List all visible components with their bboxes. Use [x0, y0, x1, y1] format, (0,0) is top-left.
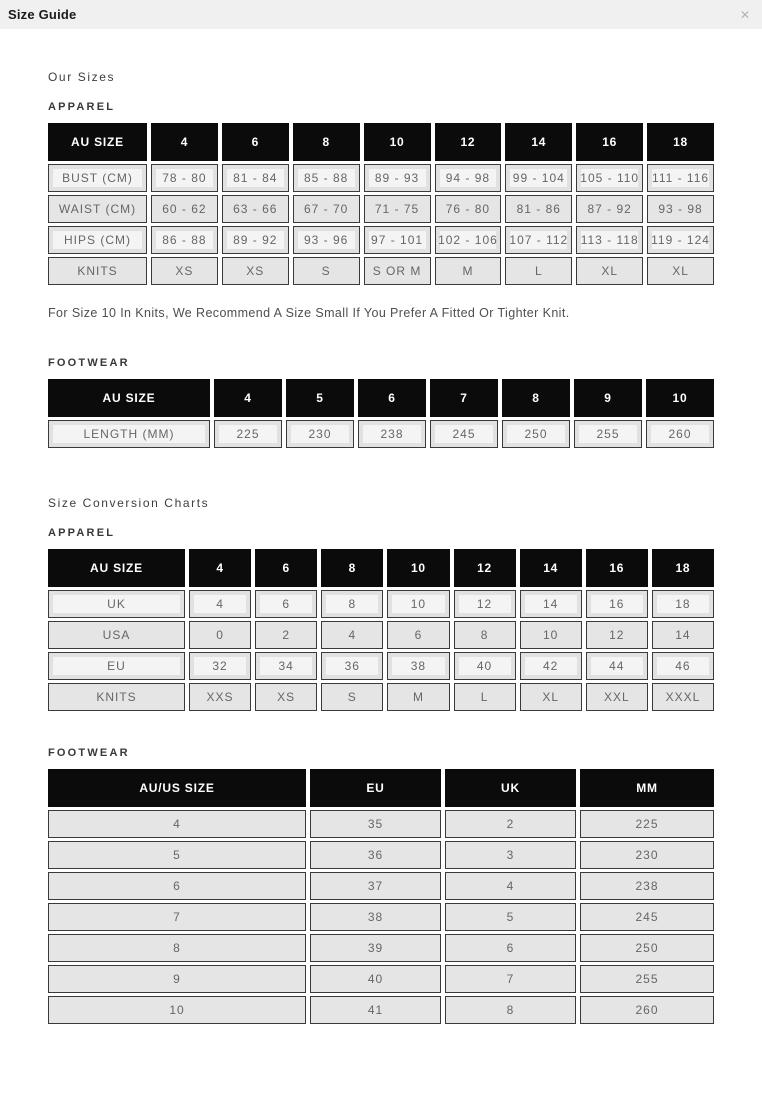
column-header-cell: 14 — [520, 549, 582, 587]
data-value-cell: 0 — [189, 621, 251, 649]
data-value-cell: 8 — [454, 621, 516, 649]
column-header-cell: 4 — [151, 123, 218, 161]
row-label-cell: 10 — [48, 996, 306, 1024]
data-value-cell: 38 — [310, 903, 441, 931]
column-header-cell: 6 — [222, 123, 289, 161]
column-header-cell: 10 — [364, 123, 431, 161]
data-value-cell: 4 — [445, 872, 576, 900]
data-value-cell: S OR M — [364, 257, 431, 285]
data-value-cell: 60 - 62 — [151, 195, 218, 223]
size-guide-content — [0, 70, 762, 1024]
column-header-cell: 8 — [293, 123, 360, 161]
data-value-cell: L — [454, 683, 516, 711]
data-value-cell: S — [321, 683, 383, 711]
data-value-cell: 8 — [445, 996, 576, 1024]
data-value-cell: 102 - 106 — [435, 226, 502, 254]
data-value-cell: 34 — [255, 652, 317, 680]
row-label-cell: LENGTH (MM) — [48, 420, 210, 448]
data-value-cell: 238 — [580, 872, 714, 900]
row-label-cell: 5 — [48, 841, 306, 869]
data-value-cell: S — [293, 257, 360, 285]
data-value-cell: 105 - 110 — [576, 164, 643, 192]
column-header-cell: 7 — [430, 379, 498, 417]
data-value-cell: 6 — [445, 934, 576, 962]
column-header-cell: 8 — [321, 549, 383, 587]
apparel-sizes-table — [48, 123, 714, 285]
data-value-cell: 67 - 70 — [293, 195, 360, 223]
column-header-cell: 4 — [214, 379, 282, 417]
data-value-cell: 10 — [387, 590, 449, 618]
data-value-cell: 39 — [310, 934, 441, 962]
row-label-cell: 7 — [48, 903, 306, 931]
row-label-cell: USA — [48, 621, 185, 649]
data-value-cell: 42 — [520, 652, 582, 680]
data-value-cell: 255 — [574, 420, 642, 448]
data-value-cell: 81 - 86 — [505, 195, 572, 223]
footwear-conversion-table — [48, 769, 714, 1024]
data-value-cell: 93 - 96 — [293, 226, 360, 254]
data-value-cell: 18 — [652, 590, 714, 618]
data-value-cell: 46 — [652, 652, 714, 680]
data-value-cell: 89 - 92 — [222, 226, 289, 254]
column-header-cell: 5 — [286, 379, 354, 417]
data-value-cell: 32 — [189, 652, 251, 680]
column-header-cell: 9 — [574, 379, 642, 417]
row-label-cell: HIPS (CM) — [48, 226, 147, 254]
data-value-cell: M — [387, 683, 449, 711]
apparel-conversion-label: APPAREL — [48, 527, 116, 539]
data-value-cell: 230 — [286, 420, 354, 448]
data-value-cell: 12 — [454, 590, 516, 618]
data-value-cell: 255 — [580, 965, 714, 993]
apparel-conversion-table — [48, 549, 714, 711]
modal-header-bar — [0, 0, 762, 29]
footwear-conversion-label: FOOTWEAR — [48, 747, 130, 759]
row-label-cell: KNITS — [48, 257, 147, 285]
data-value-cell: 230 — [580, 841, 714, 869]
row-label-cell: KNITS — [48, 683, 185, 711]
footwear-sizes-label: FOOTWEAR — [48, 357, 130, 369]
data-value-cell: 81 - 84 — [222, 164, 289, 192]
our-sizes-heading: Our Sizes — [48, 70, 116, 84]
data-value-cell: XXL — [586, 683, 648, 711]
data-value-cell: 260 — [580, 996, 714, 1024]
knits-size-note: For Size 10 In Knits, We Recommend A Size Small If You Prefer A Fitted Or Tighter Knit. — [48, 306, 570, 320]
row-label-cell: 6 — [48, 872, 306, 900]
data-value-cell: XS — [151, 257, 218, 285]
column-header-cell: 6 — [255, 549, 317, 587]
data-value-cell: 107 - 112 — [505, 226, 572, 254]
data-value-cell: XL — [576, 257, 643, 285]
data-value-cell: 35 — [310, 810, 441, 838]
column-header-cell: MM — [580, 769, 714, 807]
data-value-cell: 10 — [520, 621, 582, 649]
data-value-cell: 250 — [580, 934, 714, 962]
data-value-cell: XL — [520, 683, 582, 711]
data-value-cell: 225 — [580, 810, 714, 838]
page-title: Size Guide — [8, 7, 77, 22]
data-value-cell: XXS — [189, 683, 251, 711]
conversion-charts-heading: Size Conversion Charts — [48, 496, 210, 510]
data-value-cell: 245 — [430, 420, 498, 448]
column-header-cell: 12 — [435, 123, 502, 161]
data-value-cell: 87 - 92 — [576, 195, 643, 223]
row-label-cell: 4 — [48, 810, 306, 838]
data-value-cell: 89 - 93 — [364, 164, 431, 192]
column-header-cell: 18 — [652, 549, 714, 587]
data-value-cell: 37 — [310, 872, 441, 900]
data-value-cell: 40 — [310, 965, 441, 993]
data-value-cell: 71 - 75 — [364, 195, 431, 223]
data-value-cell: XXXL — [652, 683, 714, 711]
column-header-cell: 10 — [387, 549, 449, 587]
data-value-cell: 36 — [321, 652, 383, 680]
data-value-cell: M — [435, 257, 502, 285]
row-label-cell: UK — [48, 590, 185, 618]
data-value-cell: 6 — [255, 590, 317, 618]
column-header-cell: 16 — [586, 549, 648, 587]
column-header-cell: 10 — [646, 379, 714, 417]
data-value-cell: 38 — [387, 652, 449, 680]
data-value-cell: 113 - 118 — [576, 226, 643, 254]
data-value-cell: 97 - 101 — [364, 226, 431, 254]
data-value-cell: XS — [222, 257, 289, 285]
row-label-cell: 9 — [48, 965, 306, 993]
data-value-cell: 260 — [646, 420, 714, 448]
data-value-cell: 40 — [454, 652, 516, 680]
data-value-cell: 12 — [586, 621, 648, 649]
data-value-cell: 4 — [189, 590, 251, 618]
row-label-cell: WAIST (CM) — [48, 195, 147, 223]
data-value-cell: 225 — [214, 420, 282, 448]
data-value-cell: 250 — [502, 420, 570, 448]
data-value-cell: 99 - 104 — [505, 164, 572, 192]
column-header-cell: 12 — [454, 549, 516, 587]
column-header-cell: 16 — [576, 123, 643, 161]
data-value-cell: 93 - 98 — [647, 195, 714, 223]
footwear-sizes-table — [48, 379, 714, 448]
data-value-cell: XL — [647, 257, 714, 285]
data-value-cell: 238 — [358, 420, 426, 448]
column-header-cell: AU SIZE — [48, 379, 210, 417]
column-header-cell: 6 — [358, 379, 426, 417]
data-value-cell: 245 — [580, 903, 714, 931]
column-header-cell: EU — [310, 769, 441, 807]
column-header-cell: AU SIZE — [48, 549, 185, 587]
data-value-cell: 3 — [445, 841, 576, 869]
data-value-cell: 86 - 88 — [151, 226, 218, 254]
data-value-cell: XS — [255, 683, 317, 711]
column-header-cell: 4 — [189, 549, 251, 587]
data-value-cell: 111 - 116 — [647, 164, 714, 192]
column-header-cell: 18 — [647, 123, 714, 161]
data-value-cell: 4 — [321, 621, 383, 649]
data-value-cell: 14 — [520, 590, 582, 618]
data-value-cell: 14 — [652, 621, 714, 649]
data-value-cell: 6 — [387, 621, 449, 649]
data-value-cell: 94 - 98 — [435, 164, 502, 192]
column-header-cell: AU/US SIZE — [48, 769, 306, 807]
column-header-cell: 8 — [502, 379, 570, 417]
column-header-cell: AU SIZE — [48, 123, 147, 161]
apparel-sizes-label: APPAREL — [48, 101, 116, 113]
data-value-cell: L — [505, 257, 572, 285]
data-value-cell: 2 — [255, 621, 317, 649]
data-value-cell: 5 — [445, 903, 576, 931]
data-value-cell: 63 - 66 — [222, 195, 289, 223]
data-value-cell: 2 — [445, 810, 576, 838]
close-icon[interactable]: ✕ — [739, 7, 750, 22]
row-label-cell: BUST (CM) — [48, 164, 147, 192]
data-value-cell: 16 — [586, 590, 648, 618]
column-header-cell: UK — [445, 769, 576, 807]
row-label-cell: EU — [48, 652, 185, 680]
data-value-cell: 7 — [445, 965, 576, 993]
column-header-cell: 14 — [505, 123, 572, 161]
data-value-cell: 78 - 80 — [151, 164, 218, 192]
row-label-cell: 8 — [48, 934, 306, 962]
data-value-cell: 119 - 124 — [647, 226, 714, 254]
data-value-cell: 41 — [310, 996, 441, 1024]
data-value-cell: 76 - 80 — [435, 195, 502, 223]
data-value-cell: 8 — [321, 590, 383, 618]
data-value-cell: 44 — [586, 652, 648, 680]
data-value-cell: 85 - 88 — [293, 164, 360, 192]
data-value-cell: 36 — [310, 841, 441, 869]
